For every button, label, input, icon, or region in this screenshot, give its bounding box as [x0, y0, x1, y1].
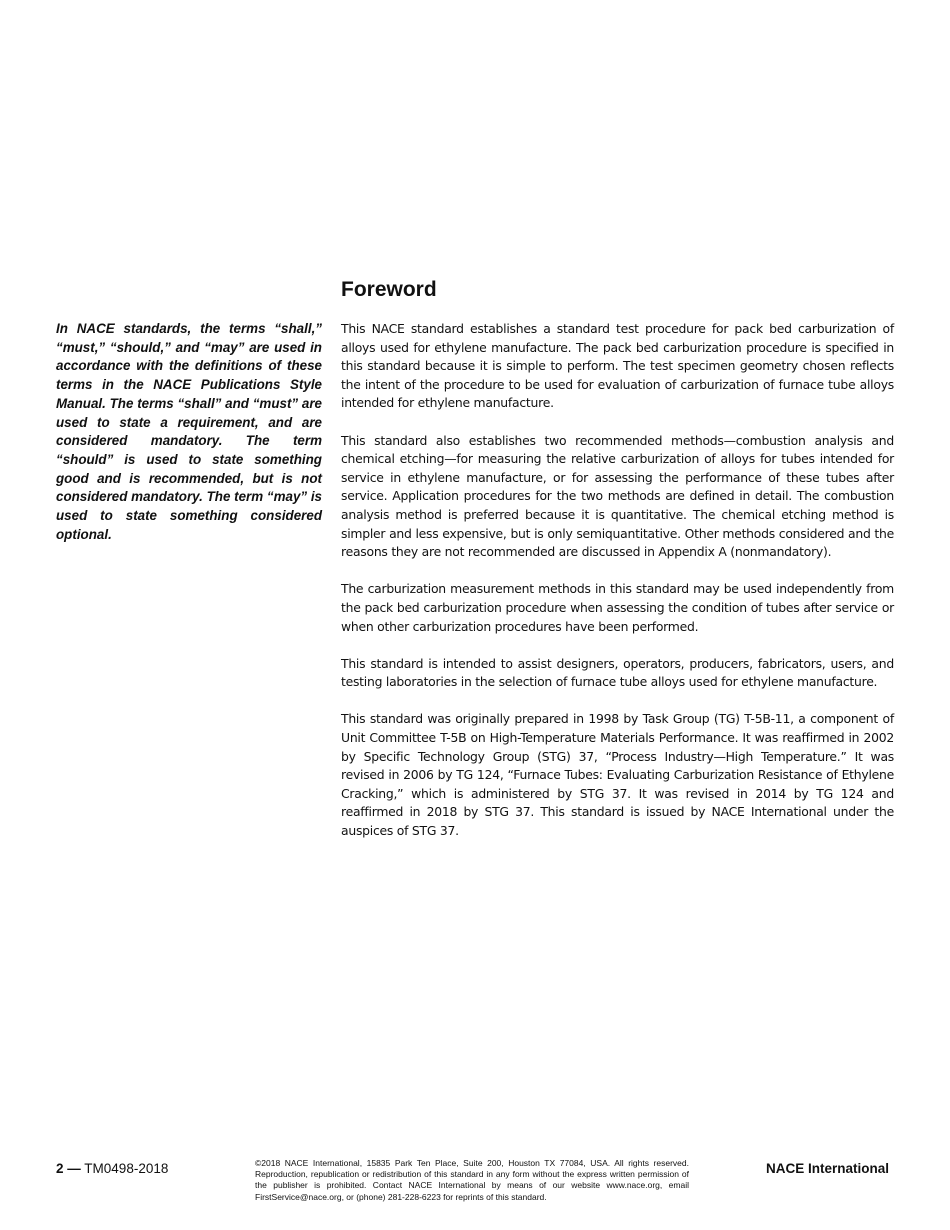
organization-name: NACE International: [765, 1161, 889, 1176]
foreword-paragraph-5: This standard was originally prepared in 1998 by Task Group (TG) T-5B-11, a component of Unit Committee T-5B on High-Temperature Materials Performance. It was reaffirmed in 2002 by Specific Technology Group (STG) 37, “Process Industry—High Temperature.” It was revised in 2006 by TG 124, “Furnace Tubes: Evaluating Carburization Resistance of Ethylene Cracking,” which is administered by STG 37. It was revised in 2014 by TG 124 and reaffirmed in 2018 by STG 37. This standard is issued by NACE International under the auspices of STG 37.: [341, 711, 894, 839]
foreword-paragraph-1: This NACE standard establishes a standard test procedure for pack bed carburization of alloys used for ethylene manufacture. The pack bed carburization procedure is specified in this standard because it is simple to perform. The test specimen geometry chosen reflects the intent of the procedure to be used for evaluation of carburization of furnace tube alloys intended for ethylene manufacture.: [341, 321, 894, 411]
copyright-notice: ©2018 NACE International, 15835 Park Ten Place, Suite 200, Houston TX 77084, USA. All rights reserved. Reproduction, republication or redistribution of this standard in any form without the express written permission of the publisher is prohibited. Contact NACE International by means of our website www.nace.org, email FirstService@nace.org, or (phone) 281-228-6223 for reprints of this standard.: [255, 1158, 689, 1202]
page-separator: —: [67, 1161, 81, 1176]
foreword-paragraph-3: The carburization measurement methods in this standard may be used independently from the pack bed carburization procedure when assessing the condition of tubes after service or when other carburization procedures have been performed.: [341, 581, 894, 634]
terminology-note: In NACE standards, the terms “shall,” “must,” “should,” and “may” are used in accordance with the definitions of these terms in the NACE Publications Style Manual. The terms “shall” and “must” are used to state a requirement, and are considered mandatory. The term “should” is used to state something good and is recommended, but is not considered mandatory. The term “may” is used to state something considered optional.: [56, 321, 322, 542]
footer-page-label: [56, 1160, 168, 1178]
foreword-body: [341, 320, 894, 859]
page-number: 2: [56, 1161, 64, 1176]
foreword-heading: Foreword: [341, 278, 437, 301]
foreword-paragraph-2: This standard also establishes two recommended methods—combustion analysis and chemical etching—for measuring the relative carburization of alloys for tubes intended for service in ethylene manufacture, or for assessing the performance of these tubes after service. Application procedures for the two methods are defined in detail. The combustion analysis method is preferred because it is quantitative. The chemical etching method is simpler and less expensive, but is only semiquantitative. Other methods considered and the reasons they are not recommended are discussed in Appendix A (nonmandatory).: [341, 432, 894, 560]
document-id: TM0498-2018: [84, 1161, 169, 1176]
foreword-paragraph-4: This standard is intended to assist designers, operators, producers, fabricators, users, and testing laboratories in the selection of furnace tube alloys used for ethylene manufacture.: [341, 655, 894, 690]
